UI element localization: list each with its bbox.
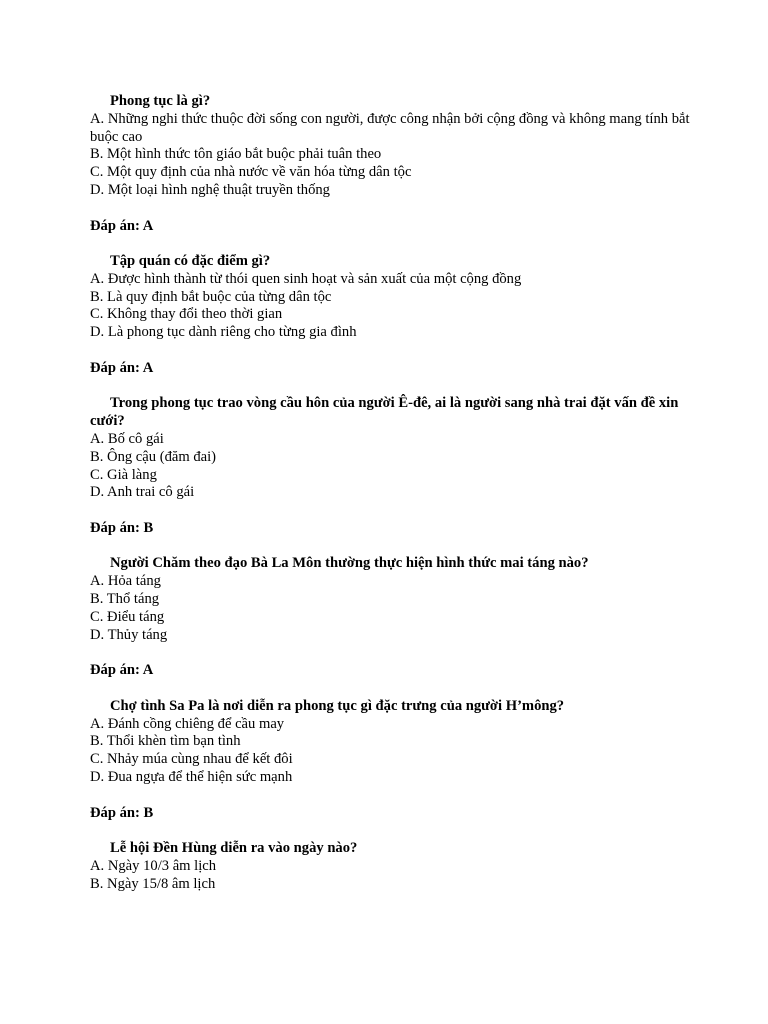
answer-option-c: C. Già làng — [90, 466, 157, 483]
question-text: Người Chăm theo đạo Bà La Môn thường thực hiện hình thức mai táng nào? — [110, 555, 589, 572]
answer-option-a: A. Bố cô gái — [90, 430, 164, 447]
answer-option-a: A. Ngày 10/3 âm lịch — [90, 857, 217, 874]
answer-option-d: D. Đua ngựa để thể hiện sức mạnh — [90, 768, 293, 785]
correct-answer: Đáp án: B — [90, 520, 154, 537]
answer-option-b: B. Ông cậu (đăm đai) — [90, 448, 217, 465]
correct-answer: Đáp án: B — [90, 804, 154, 821]
document-page — [90, 93, 690, 893]
question-block-2 — [90, 253, 690, 378]
answer-option-a: A. Những nghi thức thuộc đời sống con người, được công nhận bởi cộng đồng và không mang tính bắt buộc cao — [90, 110, 690, 145]
correct-answer: Đáp án: A — [90, 662, 154, 679]
answer-option-b: B. Thổi khèn tìm bạn tình — [90, 733, 241, 750]
answer-option-b: B. Là quy định bắt buộc của từng dân tộc — [90, 288, 332, 305]
answer-option-d: D. Một loại hình nghệ thuật truyền thống — [90, 181, 330, 198]
answer-option-a: A. Hỏa táng — [90, 573, 161, 590]
answer-option-d: D. Là phong tục dành riêng cho từng gia đình — [90, 324, 357, 341]
answer-option-b: B. Ngày 15/8 âm lịch — [90, 875, 216, 892]
answer-option-b: B. Thổ táng — [90, 591, 160, 608]
question-block-1 — [90, 93, 690, 236]
answer-option-b: B. Một hình thức tôn giáo bắt buộc phải tuân theo — [90, 146, 382, 163]
answer-option-d: D. Anh trai cô gái — [90, 484, 195, 501]
question-text: Chợ tình Sa Pa là nơi diễn ra phong tục gì đặc trưng của người H’mông? — [110, 697, 565, 714]
question-block-4 — [90, 555, 690, 680]
question-text: Trong phong tục trao vòng cầu hôn của người Ê-đê, ai là người sang nhà trai đặt vấn đề xin cưới? — [90, 395, 679, 430]
question-block-5 — [90, 698, 690, 823]
answer-option-c: C. Không thay đổi theo thời gian — [90, 306, 283, 323]
question-text: Tập quán có đặc điểm gì? — [110, 253, 271, 270]
answer-option-a: A. Đánh cồng chiêng để cầu may — [90, 715, 285, 732]
answer-option-a: A. Được hình thành từ thói quen sinh hoạt và sản xuất của một cộng đồng — [90, 270, 522, 287]
correct-answer: Đáp án: A — [90, 360, 154, 377]
answer-option-c: C. Nhảy múa cùng nhau để kết đôi — [90, 751, 293, 768]
answer-option-c: C. Điểu táng — [90, 608, 165, 625]
question-block-3 — [90, 395, 690, 538]
question-block-6 — [90, 840, 690, 893]
question-text: Lễ hội Đền Hùng diễn ra vào ngày nào? — [110, 840, 358, 856]
question-text: Phong tục là gì? — [110, 93, 211, 109]
answer-option-c: C. Một quy định của nhà nước về văn hóa từng dân tộc — [90, 164, 412, 181]
answer-option-d: D. Thủy táng — [90, 626, 168, 643]
correct-answer: Đáp án: A — [90, 217, 154, 234]
